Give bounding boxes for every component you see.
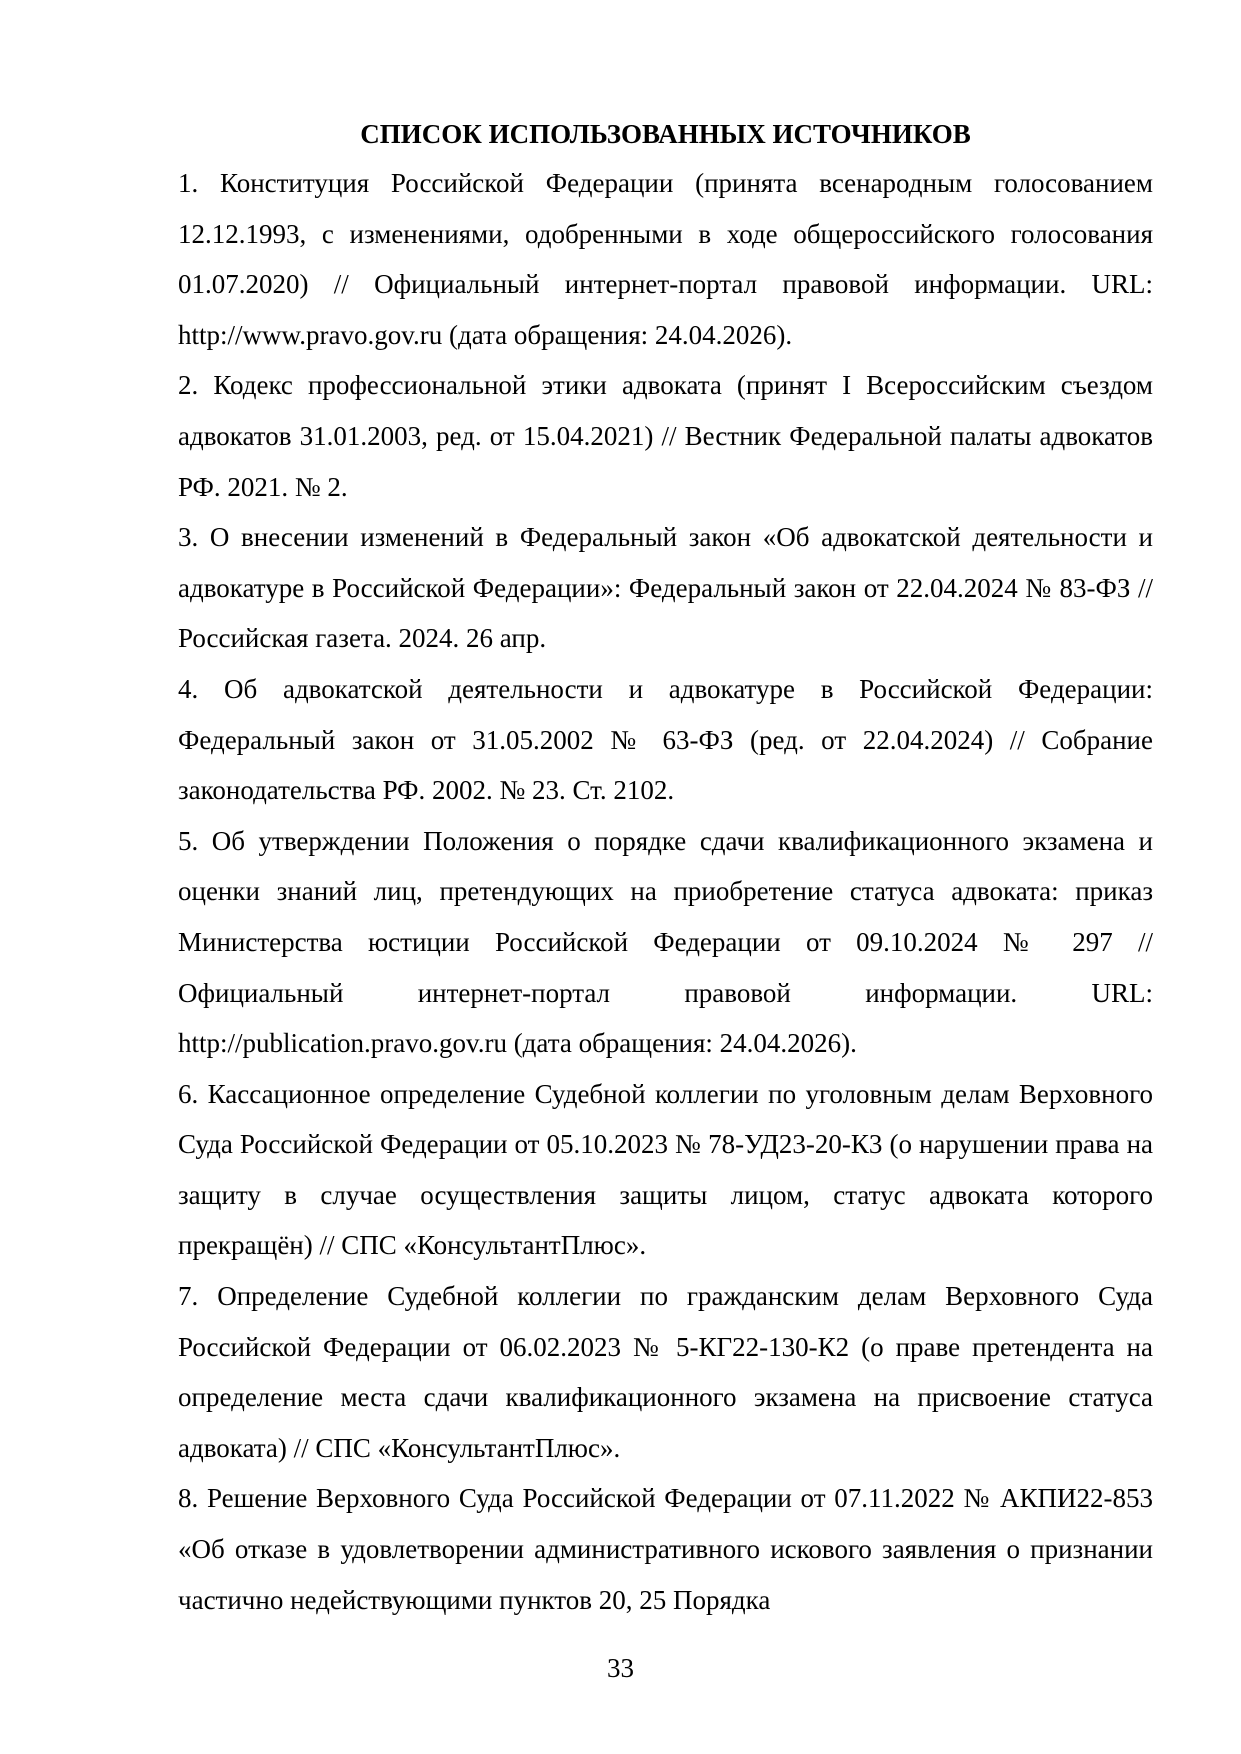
page-number: 33 <box>607 1653 634 1683</box>
reference-item-3: 3. О внесении изменений в Федеральный закон «Об адвокатской деятельности и адвокатуре в Российской Федерации»: Федеральный закон от 22.04.2024 № 83-ФЗ // Российская газета. 2024. 26 апр. <box>178 522 1153 654</box>
reference-item-6: 6. Кассационное определение Судебной коллегии по уголовным делам Верховного Суда Российской Федерации от 05.10.2023 № 78-УД23-20-К3 (о нарушении права на защиту в случае осуществления защиты лицом, статус адвоката которого прекращён) // СПС «КонсультантПлюс». <box>178 1078 1153 1261</box>
reference-item-4: 4. Об адвокатской деятельности и адвокатуре в Российской Федерации: Федеральный закон от 31.05.2002 № 63-ФЗ (ред. от 22.04.2024) // Собрание законодательства РФ. 2002. № 23. Ст. 2102. <box>178 673 1153 806</box>
reference-list <box>178 158 1153 1625</box>
reference-item-7: 7. Определение Судебной коллегии по гражданским делам Верховного Суда Российской Федерации от 06.02.2023 № 5-КГ22-130-К2 (о праве претендента на определение места сдачи квалификационного экзамена на присвоение статуса адвоката) // СПС «КонсультантПлюс». <box>178 1281 1153 1463</box>
reference-item-8: 8. Решение Верховного Суда Российской Федерации от 07.11.2022 № АКПИ22-853 «Об отказе в удовлетворении административного искового заявления о признании частично недействующими пунктов 20, 25 Порядка <box>178 1483 1153 1615</box>
reference-item-2: 2. Кодекс профессиональной этики адвоката (принят I Всероссийским съездом адвокатов 31.01.2003, ред. от 15.04.2021) // Вестник Федеральной палаты адвокатов РФ. 2021. № 2. <box>178 370 1153 502</box>
page-title: СПИСОК ИСПОЛЬЗОВАННЫХ ИСТОЧНИКОВ <box>360 119 971 149</box>
reference-item-5: 5. Об утверждении Положения о порядке сдачи квалификационного экзамена и оценки знаний лиц, претендующих на приобретение статуса адвоката: приказ Министерства юстиции Российской Федерации от 09.10.2024 № 297 // Официальный интернет-портал правовой информации. URL: http://publication.pravo.gov.ru (дата обращения: 24.04.2026). <box>178 825 1153 1059</box>
reference-item-1: 1. Конституция Российской Федерации (принята всенародным голосованием 12.12.1993, с изменениями, одобренными в ходе общероссийского голосования 01.07.2020) // Официальный интернет-портал правовой информации. URL: http://www.pravo.gov.ru (дата обращения: 24.04.2026). <box>178 168 1153 350</box>
